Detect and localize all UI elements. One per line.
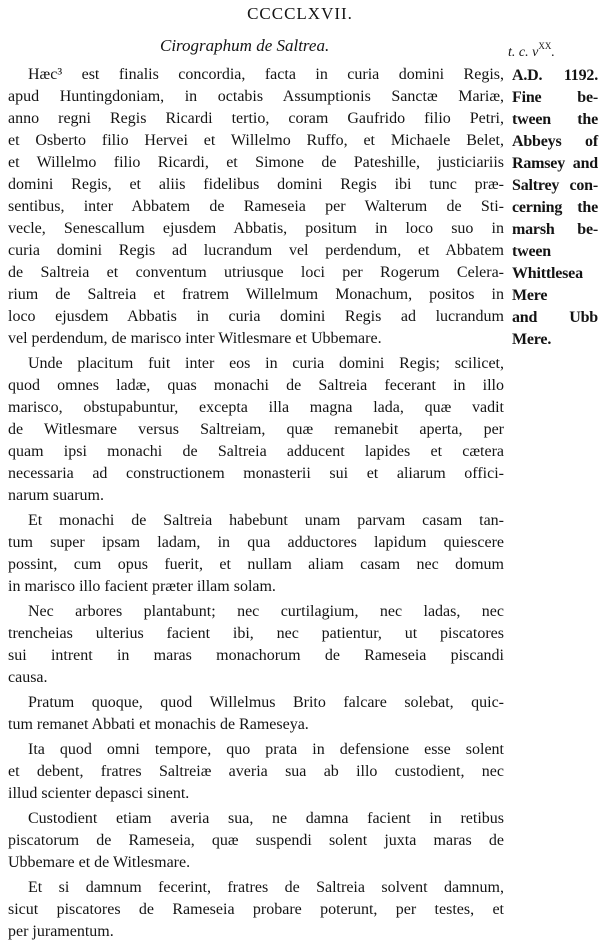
text-line: per juramentum.: [8, 923, 114, 940]
paragraph: [8, 739, 504, 805]
margin-note-line: Saltrey con-: [512, 177, 598, 194]
text-line: Ubbemare et de Witlesmare.: [8, 854, 191, 871]
margin-note-line: and Ubb: [512, 309, 598, 326]
text-line: et debent, fratres Saltreiæ averia sua ab illo custodient, nec: [8, 763, 504, 780]
margin-note-line: Abbeys of: [512, 133, 598, 150]
text-line: quam ipsi monachi de Saltreia adducent lapides et cætera: [8, 443, 504, 460]
text-line: Custodient etiam averia sua, ne damna facient in retibus: [28, 810, 504, 827]
text-line: domini Regis, et aliis fidelibus domini Regis ibi tunc præ-: [8, 176, 504, 193]
text-line: piscatorum de Rameseia, quæ suspendi solent juxta maras de: [8, 832, 504, 849]
paragraph: [8, 64, 504, 350]
text-line: Et monachi de Saltreia habebunt unam parvam casam tan-: [28, 512, 504, 529]
margin-note-line: A.D. 1192.: [512, 67, 598, 84]
text-line: Hæc³ est finalis concordia, facta in curia domini Regis,: [28, 66, 504, 83]
text-line: curia domini Regis ad lucrandum vel perdendum, et Abbatem: [8, 242, 504, 259]
margin-note-line: cerning the: [512, 199, 598, 216]
text-line: et Willelmo filio Ricardi, et Simone de Pateshille, justiciariis: [8, 154, 504, 171]
text-line: anno regni Regis Ricardi tertio, coram Gaufrido filio Petri,: [8, 110, 504, 127]
margin-note-line: marsh be-: [512, 221, 598, 238]
margin-note-line: Whittlesea: [512, 265, 583, 282]
text-line: apud Huntingdoniam, in octabis Assumptionis Sanctæ Mariæ,: [8, 88, 504, 105]
text-line: loco ejusdem Abbatis in curia domini Regis ad lucrandum: [8, 308, 504, 325]
text-line: de Witlesmare versus Saltreiam, quæ remanebit aperta, per: [8, 421, 504, 438]
charter-title: Cirographum de Saltrea.: [160, 36, 330, 55]
text-line: sicut piscatores de Rameseia probare poterunt, per testes, et: [8, 901, 504, 918]
margin-note: [512, 65, 598, 351]
text-line: quod omnes ladæ, quas monachi de Saltreia fecerant in illo: [8, 377, 504, 394]
text-line: de Saltreia et conventum utriusque loci per Rogerum Celera-: [8, 264, 504, 281]
margin-note-line: tween the: [512, 111, 598, 128]
paragraph: [8, 601, 504, 689]
source-reference-tail: .: [551, 45, 555, 60]
paragraph: [8, 877, 504, 943]
charter-body: [8, 64, 504, 943]
margin-note-line: tween: [512, 243, 551, 260]
text-line: Unde placitum fuit inter eos in curia domini Regis; scilicet,: [28, 355, 504, 372]
margin-note-line: Ramsey and: [512, 155, 598, 172]
source-reference: [508, 37, 555, 62]
text-line: causa.: [8, 669, 48, 686]
text-line: trencheias ulterius facient ibi, nec patientur, ut piscatores: [8, 625, 504, 642]
text-line: rium de Saltreia et fratrem Willelmum Monachum, positos in: [8, 286, 504, 303]
text-line: sentibus, inter Abbatem de Rameseia per Walterum de Sti-: [8, 198, 504, 215]
text-line: tum super ipsam ladam, in qua adductores lapidum quiescere: [8, 534, 504, 551]
source-reference-superscript: XX: [538, 41, 552, 51]
text-line: narum suarum.: [8, 487, 104, 504]
text-line: in marisco illo facient præter illam solam.: [8, 578, 276, 595]
text-line: tum remanet Abbati et monachis de Rameseya.: [8, 716, 309, 733]
text-line: marisco, obstupabuntur, excepta illa magna lada, quæ vadit: [8, 399, 504, 416]
margin-note-line: Fine be-: [512, 89, 598, 106]
charter-number: CCCCLXVII.: [247, 4, 353, 23]
text-line: Nec arbores plantabunt; nec curtilagium, nec ladas, nec: [28, 603, 504, 620]
text-line: Pratum quoque, quod Willelmus Brito falcare solebat, quic-: [28, 694, 504, 711]
paragraph: [8, 353, 504, 507]
text-line: vel perdendum, de marisco inter Witlesmare et Ubbemare.: [8, 330, 382, 347]
source-reference-text: t. c. v: [508, 45, 539, 60]
paragraph: [8, 808, 504, 874]
margin-note-line: Mere.: [512, 331, 552, 348]
text-line: illud scienter depasci sinent.: [8, 785, 190, 802]
text-line: Ita quod omni tempore, quo prata in defensione esse solent: [28, 741, 504, 758]
paragraph: [8, 510, 504, 598]
text-line: vecle, Senescallum ejusdem Abbatis, positum in loco suo in: [8, 220, 504, 237]
paragraph: [8, 692, 504, 736]
margin-note-line: Mere: [512, 287, 548, 304]
text-line: Et si damnum fecerint, fratres de Saltreia solvent damnum,: [28, 879, 504, 896]
text-line: necessaria ad constructionem monasterii sui et aliarum offici-: [8, 465, 504, 482]
text-line: possint, cum opus fuerit, et nullam aliam casam nec domum: [8, 556, 504, 573]
text-line: sui intrent in maras monachorum de Rameseia piscandi: [8, 647, 504, 664]
text-line: et Osberto filio Hervei et Willelmo Ruffo, et Michaele Belet,: [8, 132, 504, 149]
